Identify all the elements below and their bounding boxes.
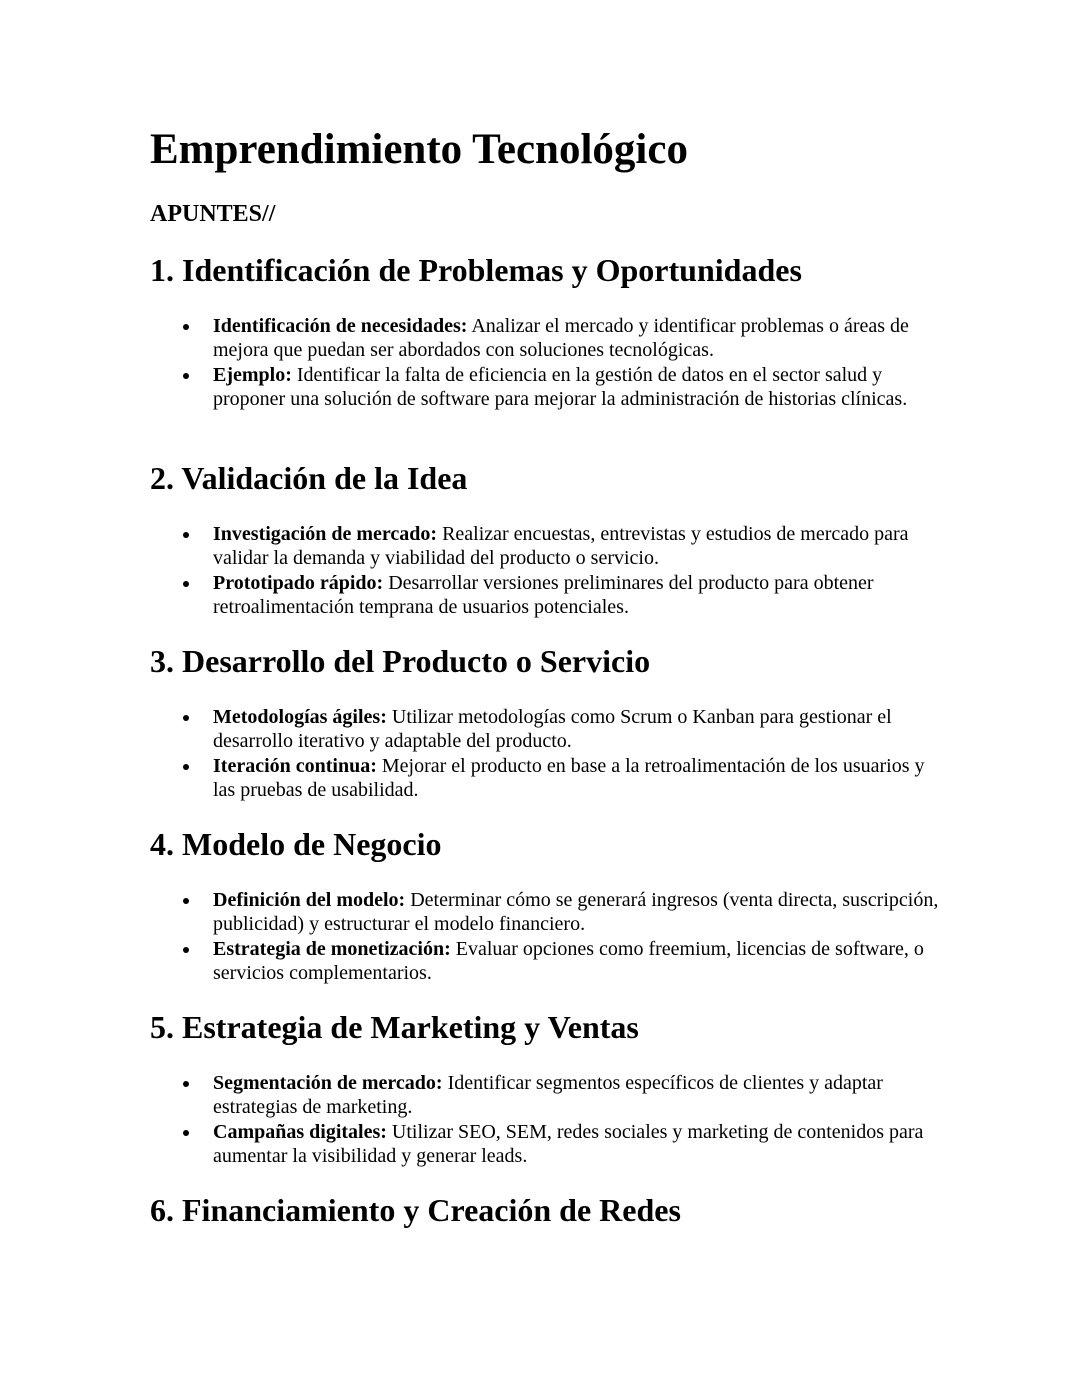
bullet-text: Identificar segmentos específicos de clientes y adaptar estrategias de marketing. — [213, 1072, 883, 1119]
document-subtitle: APUNTES// — [150, 201, 276, 227]
section-heading-modelo: 4. Modelo de Negocio — [150, 826, 442, 862]
section-list-desarrollo — [150, 705, 940, 803]
bullet-icon — [183, 947, 189, 953]
bullet-icon — [183, 715, 189, 721]
list-item — [150, 1071, 940, 1120]
list-item — [150, 1120, 940, 1169]
bullet-term: Segmentación de mercado: — [213, 1072, 443, 1094]
section-heading-financiamiento: 6. Financiamiento y Creación de Redes — [150, 1192, 681, 1228]
list-item — [150, 314, 940, 363]
list-item — [150, 754, 940, 803]
list-item — [150, 363, 940, 412]
bullet-text: Evaluar opciones como freemium, licencias de software, o servicios complementarios. — [213, 937, 924, 985]
section-heading-desarrollo: 3. Desarrollo del Producto o Servicio — [150, 643, 651, 679]
list-item — [150, 705, 940, 754]
bullet-text: Determinar cómo se generará ingresos (venta directa, suscripción, publicidad) y estructurar el modelo financiero. — [213, 889, 939, 936]
bullet-icon — [183, 764, 189, 770]
bullet-icon — [183, 1081, 189, 1087]
bullet-icon — [183, 532, 189, 538]
section-heading-validacion: 2. Validación de la Idea — [150, 460, 468, 496]
bullet-text: Realizar encuestas, entrevistas y estudios de mercado para validar la demanda y viabilidad del producto o servicio. — [213, 523, 909, 570]
bullet-term: Ejemplo: — [213, 363, 292, 386]
list-item — [150, 888, 940, 937]
bullet-text: Utilizar metodologías como Scrum o Kanban para gestionar el desarrollo iterativo y adaptable del producto. — [213, 706, 892, 753]
bullet-term: Identificación de necesidades: — [213, 315, 468, 337]
bullet-term: Iteración continua: — [213, 754, 377, 777]
bullet-term: Investigación de mercado: — [213, 523, 438, 545]
list-item — [150, 571, 940, 620]
list-item — [150, 522, 940, 571]
bullet-term: Definición del modelo: — [213, 889, 406, 911]
section-list-marketing — [150, 1071, 940, 1169]
bullet-text: Desarrollar versiones preliminares del producto para obtener retroalimentación temprana de usuarios potenciales. — [213, 571, 874, 619]
section-heading-marketing: 5. Estrategia de Marketing y Ventas — [150, 1009, 639, 1045]
bullet-term: Prototipado rápido: — [213, 571, 384, 594]
bullet-icon — [183, 373, 189, 379]
document-title: Emprendimiento Tecnológico — [150, 126, 688, 173]
bullet-text: Analizar el mercado y identificar problemas o áreas de mejora que puedan ser abordados con soluciones tecnológicas. — [213, 315, 909, 362]
section-list-validacion — [150, 522, 940, 620]
section-list-problemas — [150, 314, 940, 412]
bullet-text: Utilizar SEO, SEM, redes sociales y marketing de contenidos para aumentar la visibilidad y generar leads. — [213, 1120, 924, 1168]
bullet-term: Campañas digitales: — [213, 1120, 387, 1143]
section-list-modelo — [150, 888, 940, 986]
bullet-icon — [183, 898, 189, 904]
list-item — [150, 937, 940, 986]
section-heading-problemas: 1. Identificación de Problemas y Oportunidades — [150, 252, 802, 288]
bullet-text: Identificar la falta de eficiencia en la gestión de datos en el sector salud y proponer una solución de software para mejorar la administración de historias clínicas. — [213, 363, 908, 411]
bullet-icon — [183, 324, 189, 330]
bullet-icon — [183, 1130, 189, 1136]
bullet-term: Estrategia de monetización: — [213, 937, 451, 960]
bullet-term: Metodologías ágiles: — [213, 706, 387, 728]
bullet-text: Mejorar el producto en base a la retroalimentación de los usuarios y las pruebas de usabilidad. — [213, 754, 925, 802]
bullet-icon — [183, 581, 189, 587]
